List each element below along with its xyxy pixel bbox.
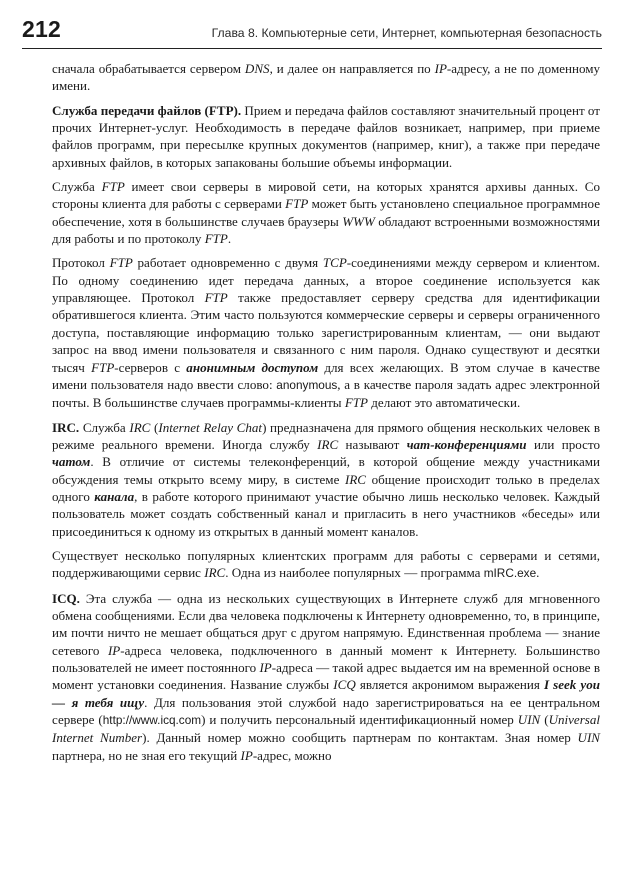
page-body	[52, 60, 600, 771]
italic-run: IRC	[344, 471, 366, 487]
text-run: или просто	[526, 436, 600, 452]
text-run: может быть установлено специальное программное обеспечение, хотя в большинстве случаев браузеры	[52, 196, 600, 229]
monospace-term: http://www.icq.com	[102, 713, 202, 728]
text-run: Прием и передача файлов составляют значительный процент от прочих Интернет-услуг. Необходимость в передаче файлов возникает, например, при приеме файлов программ, при пересылке крупных документов (например, книг), а также при передаче архивных файлов, в которых запакованы большие объемы информации.	[52, 102, 600, 170]
paragraph	[52, 419, 600, 540]
text-run: -соединениями между сервером и клиентом. По одному соединению идет передача данных, а второе соединение используется как управляющее. Протокол	[52, 255, 600, 306]
text-run: . Для пользования этой службой надо зарегистрироваться на ее центральном сервере (	[52, 694, 600, 728]
bold-run: Служба передачи файлов (FTP).	[52, 102, 242, 118]
italic-run: FTP	[101, 179, 125, 195]
bold-run: ICQ.	[52, 590, 80, 606]
italic-run: FTP	[204, 231, 228, 247]
bold-italic-run: чатом	[52, 454, 91, 470]
text-run: Существует несколько популярных клиентских программ для работы с серверами и сетями, поддерживающими сервис	[52, 547, 600, 581]
italic-run: UIN	[577, 730, 600, 746]
italic-run: Universal Internet Number	[52, 712, 601, 746]
text-run: -адреса человека, подключенного в данный момент к Интернету. Большинство пользователей не имеет постоянного	[52, 642, 601, 675]
paragraph	[52, 60, 600, 95]
chapter-running-head: Глава 8. Компьютерные сети, Интернет, компьютерная безопасность	[211, 26, 602, 40]
text-run: . Одна из наиболее популярных — программа	[225, 565, 484, 581]
paragraph	[52, 254, 600, 411]
italic-run: IRC	[129, 419, 151, 435]
paragraph	[52, 178, 600, 247]
text-run: обладают встроенными возможностями для работы и по протоколу	[52, 213, 600, 247]
text-run: -адреса — такой адрес выдается им на временной основе в момент установки соединения. Название службы	[52, 660, 601, 693]
text-run: , и далее он направляется по	[269, 61, 435, 76]
paragraph	[52, 547, 600, 583]
italic-run: Internet Relay Chat	[158, 419, 263, 435]
italic-run: WWW	[342, 213, 375, 229]
italic-run: FTP	[285, 196, 309, 212]
paragraph	[52, 590, 600, 764]
text-run: -адрес, можно	[252, 747, 332, 763]
text-run: (	[150, 419, 159, 435]
italic-run: FTP	[204, 290, 228, 306]
italic-run: UIN	[517, 712, 541, 728]
text-run: , а в качестве пароля задать адрес электронной почты. В большинстве случаев программы-клиенты	[52, 376, 600, 411]
italic-run: ICQ	[333, 677, 356, 693]
italic-run: TCP	[322, 255, 347, 271]
text-run: Служба	[52, 179, 102, 195]
italic-run: IP	[240, 747, 253, 763]
italic-run: IP	[434, 61, 447, 76]
text-run: имеет свои серверы в мировой сети, на которых хранятся архивы данных. Со стороны клиента для работы с серверами	[52, 179, 600, 212]
italic-run: IP	[259, 660, 272, 675]
text-run: сначала обрабатывается сервером	[52, 61, 245, 76]
text-run: -серверов с	[114, 359, 187, 375]
text-run: ) предназначена для прямого общения нескольких человек в режиме реального времени. Иногда службу	[52, 419, 600, 452]
bold-italic-run: I seek you — я тебя ищу	[52, 677, 600, 710]
text-run: .	[227, 231, 232, 247]
monospace-term: mIRC.exe	[483, 566, 537, 581]
text-run: для всех желающих. В этом случае в качестве имени пользователя надо ввести слово:	[52, 359, 600, 392]
italic-run: FTP	[109, 255, 133, 271]
text-run: общение происходит только в пределах одного	[52, 471, 600, 504]
text-run: ). Данный номер можно сообщить партнерам по контактам. Зная номер	[142, 730, 578, 746]
text-run: партнера, но не зная его текущий	[52, 747, 241, 763]
bold-italic-run: анонимным доступом	[186, 359, 319, 375]
text-run: является акронимом выражения	[355, 677, 544, 693]
bold-italic-run: чат-конференциями	[406, 436, 527, 452]
paragraph	[52, 102, 600, 171]
text-run: также предоставляет серверу средства для идентификации обратившегося клиента. Этим часто пользуются коммерческие серверы и серверы ограниченного доступа, поставляющие информацию только зарегистрированным клиентам, — они выдают запрос на ввод имени пользователя и связанного с ним пароля. Однако существуют и десятки тысяч	[52, 290, 601, 375]
running-header	[22, 14, 602, 49]
page-number: 212	[22, 16, 61, 42]
bold-run: IRC.	[52, 419, 80, 435]
text-run: работает одновременно с двумя	[132, 255, 323, 271]
text-run: , в работе которого принимают участие обычно лишь несколько человек. Каждый пользователь может создать собственный канал и пригласить в него участников «беседы» или присоединиться к одному из открытых в данный момент каналов.	[52, 488, 600, 539]
text-run: (	[540, 712, 549, 728]
text-run: . В отличие от системы телеконференций, в которой общение между участниками обсуждения темы открыто всему миру, в системе	[52, 454, 600, 487]
italic-run: FTP	[91, 359, 115, 375]
italic-run: IRC	[204, 565, 226, 581]
text-run: .	[536, 565, 540, 581]
text-run: Служба	[79, 419, 130, 435]
italic-run: IP	[107, 642, 121, 658]
text-run: Протокол	[52, 255, 110, 271]
text-run: делают это автоматически.	[368, 395, 521, 411]
text-run: ) и получить персональный идентификационный номер	[201, 712, 518, 728]
text-run: -адресу, а не по доменному имени.	[52, 61, 601, 94]
bold-italic-run: канала	[94, 488, 135, 504]
italic-run: FTP	[344, 395, 369, 411]
text-run: Эта служба — одна из нескольких существующих в Интернете служб для мгновенного обмена сообщениями. Если два человека подключены к Интернету одновременно, то, в принципе, им почти ничто не мешает общаться друг с другом напрямую. Единственная проблема — знание сетевого	[52, 590, 600, 658]
text-run: называют	[338, 436, 407, 452]
italic-run: IRC	[317, 436, 339, 452]
monospace-term: anonymous	[276, 377, 338, 392]
italic-run: DNS	[244, 61, 270, 76]
